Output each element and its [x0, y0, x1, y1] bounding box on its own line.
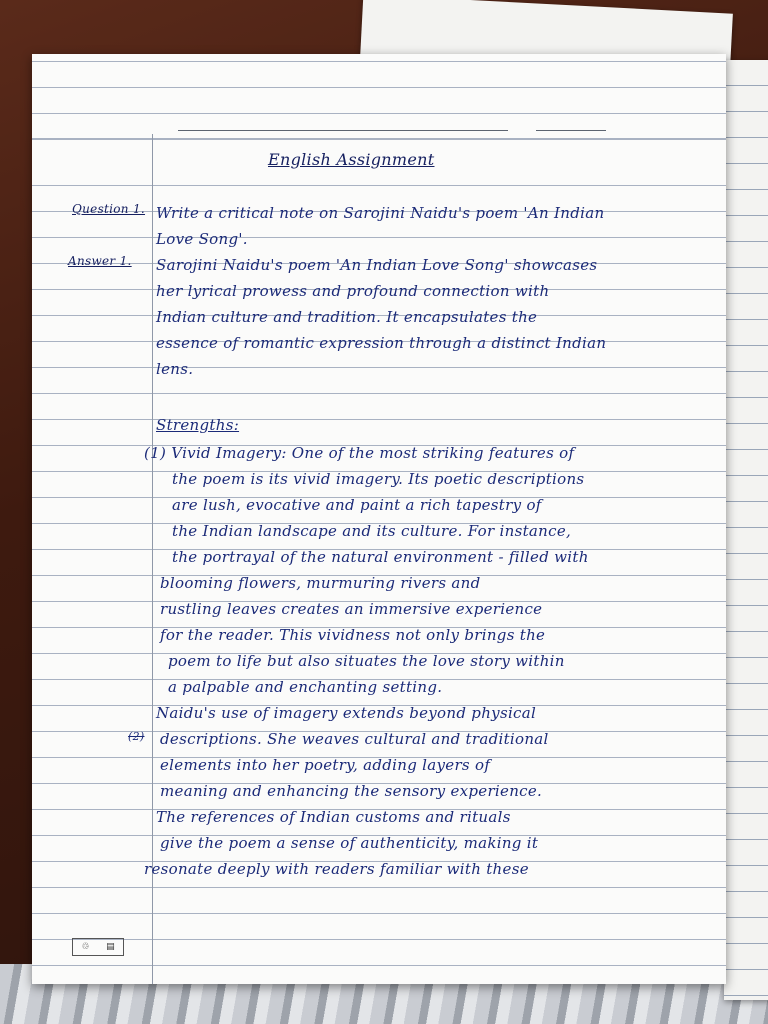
strength-line: The references of Indian customs and rituals [156, 808, 511, 826]
answer-line: lens. [156, 360, 194, 378]
strength-line: the Indian landscape and its culture. For instance, [172, 522, 572, 540]
strength-line: for the reader. This vividness not only brings the [160, 626, 546, 644]
question-line: Write a critical note on Sarojini Naidu's poem 'An Indian [156, 204, 605, 222]
strength-line: (1) Vivid Imagery: One of the most striking features of [144, 444, 575, 462]
strength-line: the poem is its vivid imagery. Its poetic descriptions [172, 470, 585, 488]
back-sheet-right [724, 60, 768, 1000]
strength-line: are lush, evocative and paint a rich tapestry of [172, 496, 542, 514]
answer-line: Indian culture and tradition. It encapsulates the [156, 308, 538, 326]
strengths-heading: Strengths: [156, 416, 240, 434]
strength-line: meaning and enhancing the sensory experience. [160, 782, 543, 800]
struck-mark: (2) [128, 730, 145, 743]
strength-line: blooming flowers, murmuring rivers and [160, 574, 481, 592]
strength-line: resonate deeply with readers familiar with these [144, 860, 529, 878]
strength-line: poem to life but also situates the love story within [168, 652, 565, 670]
question-label: Question 1. [72, 202, 146, 216]
strength-line: the portrayal of the natural environment - filled with [172, 548, 589, 566]
margin-line [152, 134, 153, 984]
paper-icon: ▤ [106, 942, 115, 952]
answer-line: her lyrical prowess and profound connection with [156, 282, 550, 300]
strength-line: a palpable and enchanting setting. [168, 678, 443, 696]
recycle-logo [72, 938, 124, 956]
strength-line: descriptions. She weaves cultural and traditional [160, 730, 549, 748]
header-rule-left [178, 130, 508, 131]
answer-line: essence of romantic expression through a distinct Indian [156, 334, 607, 352]
page-title: English Assignment [268, 150, 435, 169]
strength-line: elements into her poetry, adding layers of [160, 756, 491, 774]
answer-line: Sarojini Naidu's poem 'An Indian Love Song' showcases [156, 256, 598, 274]
recycle-icon: ♲ [81, 942, 90, 952]
strength-line: Naidu's use of imagery extends beyond physical [156, 704, 537, 722]
strength-line: give the poem a sense of authenticity, making it [160, 834, 539, 852]
strength-line: rustling leaves creates an immersive experience [160, 600, 543, 618]
question-line: Love Song'. [156, 230, 248, 248]
notebook-page [32, 54, 726, 984]
answer-label: Answer 1. [68, 254, 132, 268]
header-rule-right [536, 130, 606, 131]
